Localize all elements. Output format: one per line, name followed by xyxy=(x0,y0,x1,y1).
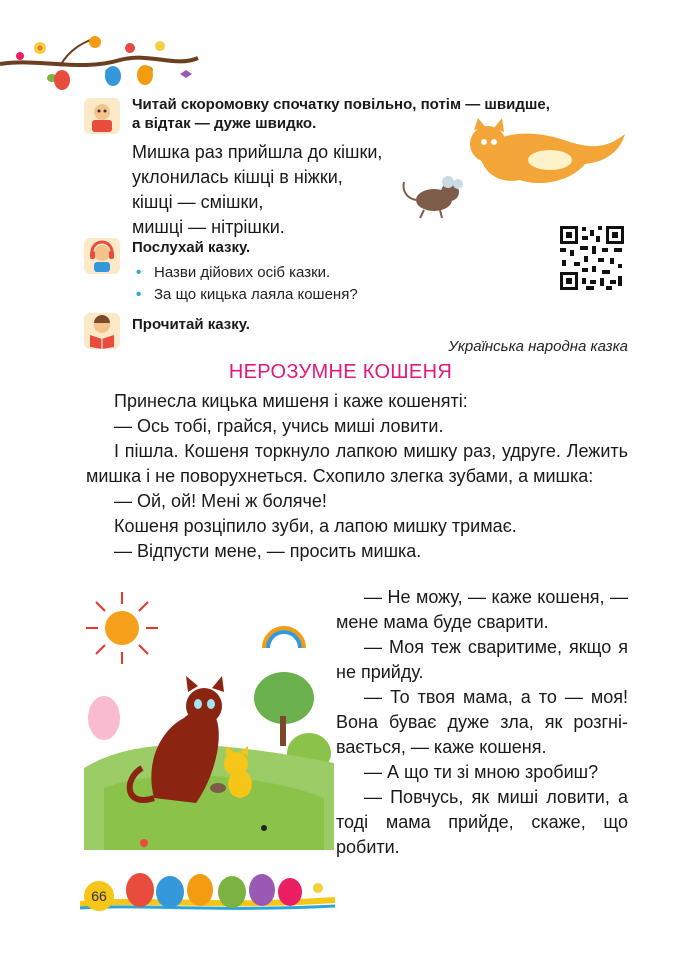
easter-eggs-decoration xyxy=(80,868,340,912)
read-aloud-icon xyxy=(84,98,120,134)
story-paragraph: Кошеня розціпило зуби, а лапою мишку тримає. xyxy=(114,516,517,536)
page-number: 66 xyxy=(84,881,114,911)
qr-code[interactable] xyxy=(558,224,626,292)
poem-line: кішці — смішки, xyxy=(132,192,264,212)
story-paragraph: — Відпусти мене, — просить мишка. xyxy=(114,541,422,561)
poem-line: мишці — нітрішки. xyxy=(132,217,285,237)
story-paragraph: — Ой, ой! Мені ж боляче! xyxy=(114,491,327,511)
story-paragraph: — Ось тобі, грайся, учись миші ловити. xyxy=(114,416,444,436)
story-text-top xyxy=(86,389,628,564)
story-paragraph: І пішла. Кошеня торкнуло лапкою мишку раз, удруге. Лежить мишка і не поворухнеться. Схопило злегка зубами, а мишка: xyxy=(86,441,628,486)
story-source: Українська народна казка xyxy=(448,338,628,355)
poem-line: уклонилась кішці в ніжки, xyxy=(132,167,343,187)
poem-line: Мишка раз прийшла до кішки, xyxy=(132,142,383,162)
story-paragraph: Принесла кицька мишеня і каже кошеняті: xyxy=(114,391,468,411)
story-paragraph: — А що ти зі мною зробиш? xyxy=(364,762,599,782)
story-paragraph: — Моя теж сваритиме, якщо я не прийду. xyxy=(336,637,628,682)
story-title: НЕРОЗУМНЕ КОШЕНЯ xyxy=(228,361,453,383)
story-text-column xyxy=(336,585,628,860)
running-cat-illustration xyxy=(460,112,630,202)
story-paragraph: — Повчусь, як миші ловити, а тоді мама прийде, скаже, що робити. xyxy=(336,787,628,857)
mouse-illustration xyxy=(398,172,468,222)
read-book-icon xyxy=(84,313,120,349)
task-tongue-twister: Читай скоромовку спочатку повільно, потім — швидше, а відтак — дуже швидко. xyxy=(132,96,550,132)
task-listen: Послухай казку. xyxy=(132,239,251,256)
listen-icon xyxy=(84,238,120,274)
task-read: Прочитай казку. xyxy=(132,316,250,333)
story-paragraph: — Не можу, — каже кошеня, — мене мама буде сварити. xyxy=(336,587,628,632)
questions-list xyxy=(134,262,434,306)
tongue-twister-poem xyxy=(132,140,382,240)
cats-meadow-illustration xyxy=(84,588,336,850)
list-item: • Назви дійових осіб казки. xyxy=(134,262,434,284)
list-item: • За що кицька лаяла кошеня? xyxy=(134,284,434,306)
story-paragraph: — То твоя мама, а то — моя! Вона буває дуже зла, як розгнівається, — каже кошеня. xyxy=(336,687,628,757)
spring-branch-decoration xyxy=(0,28,200,98)
